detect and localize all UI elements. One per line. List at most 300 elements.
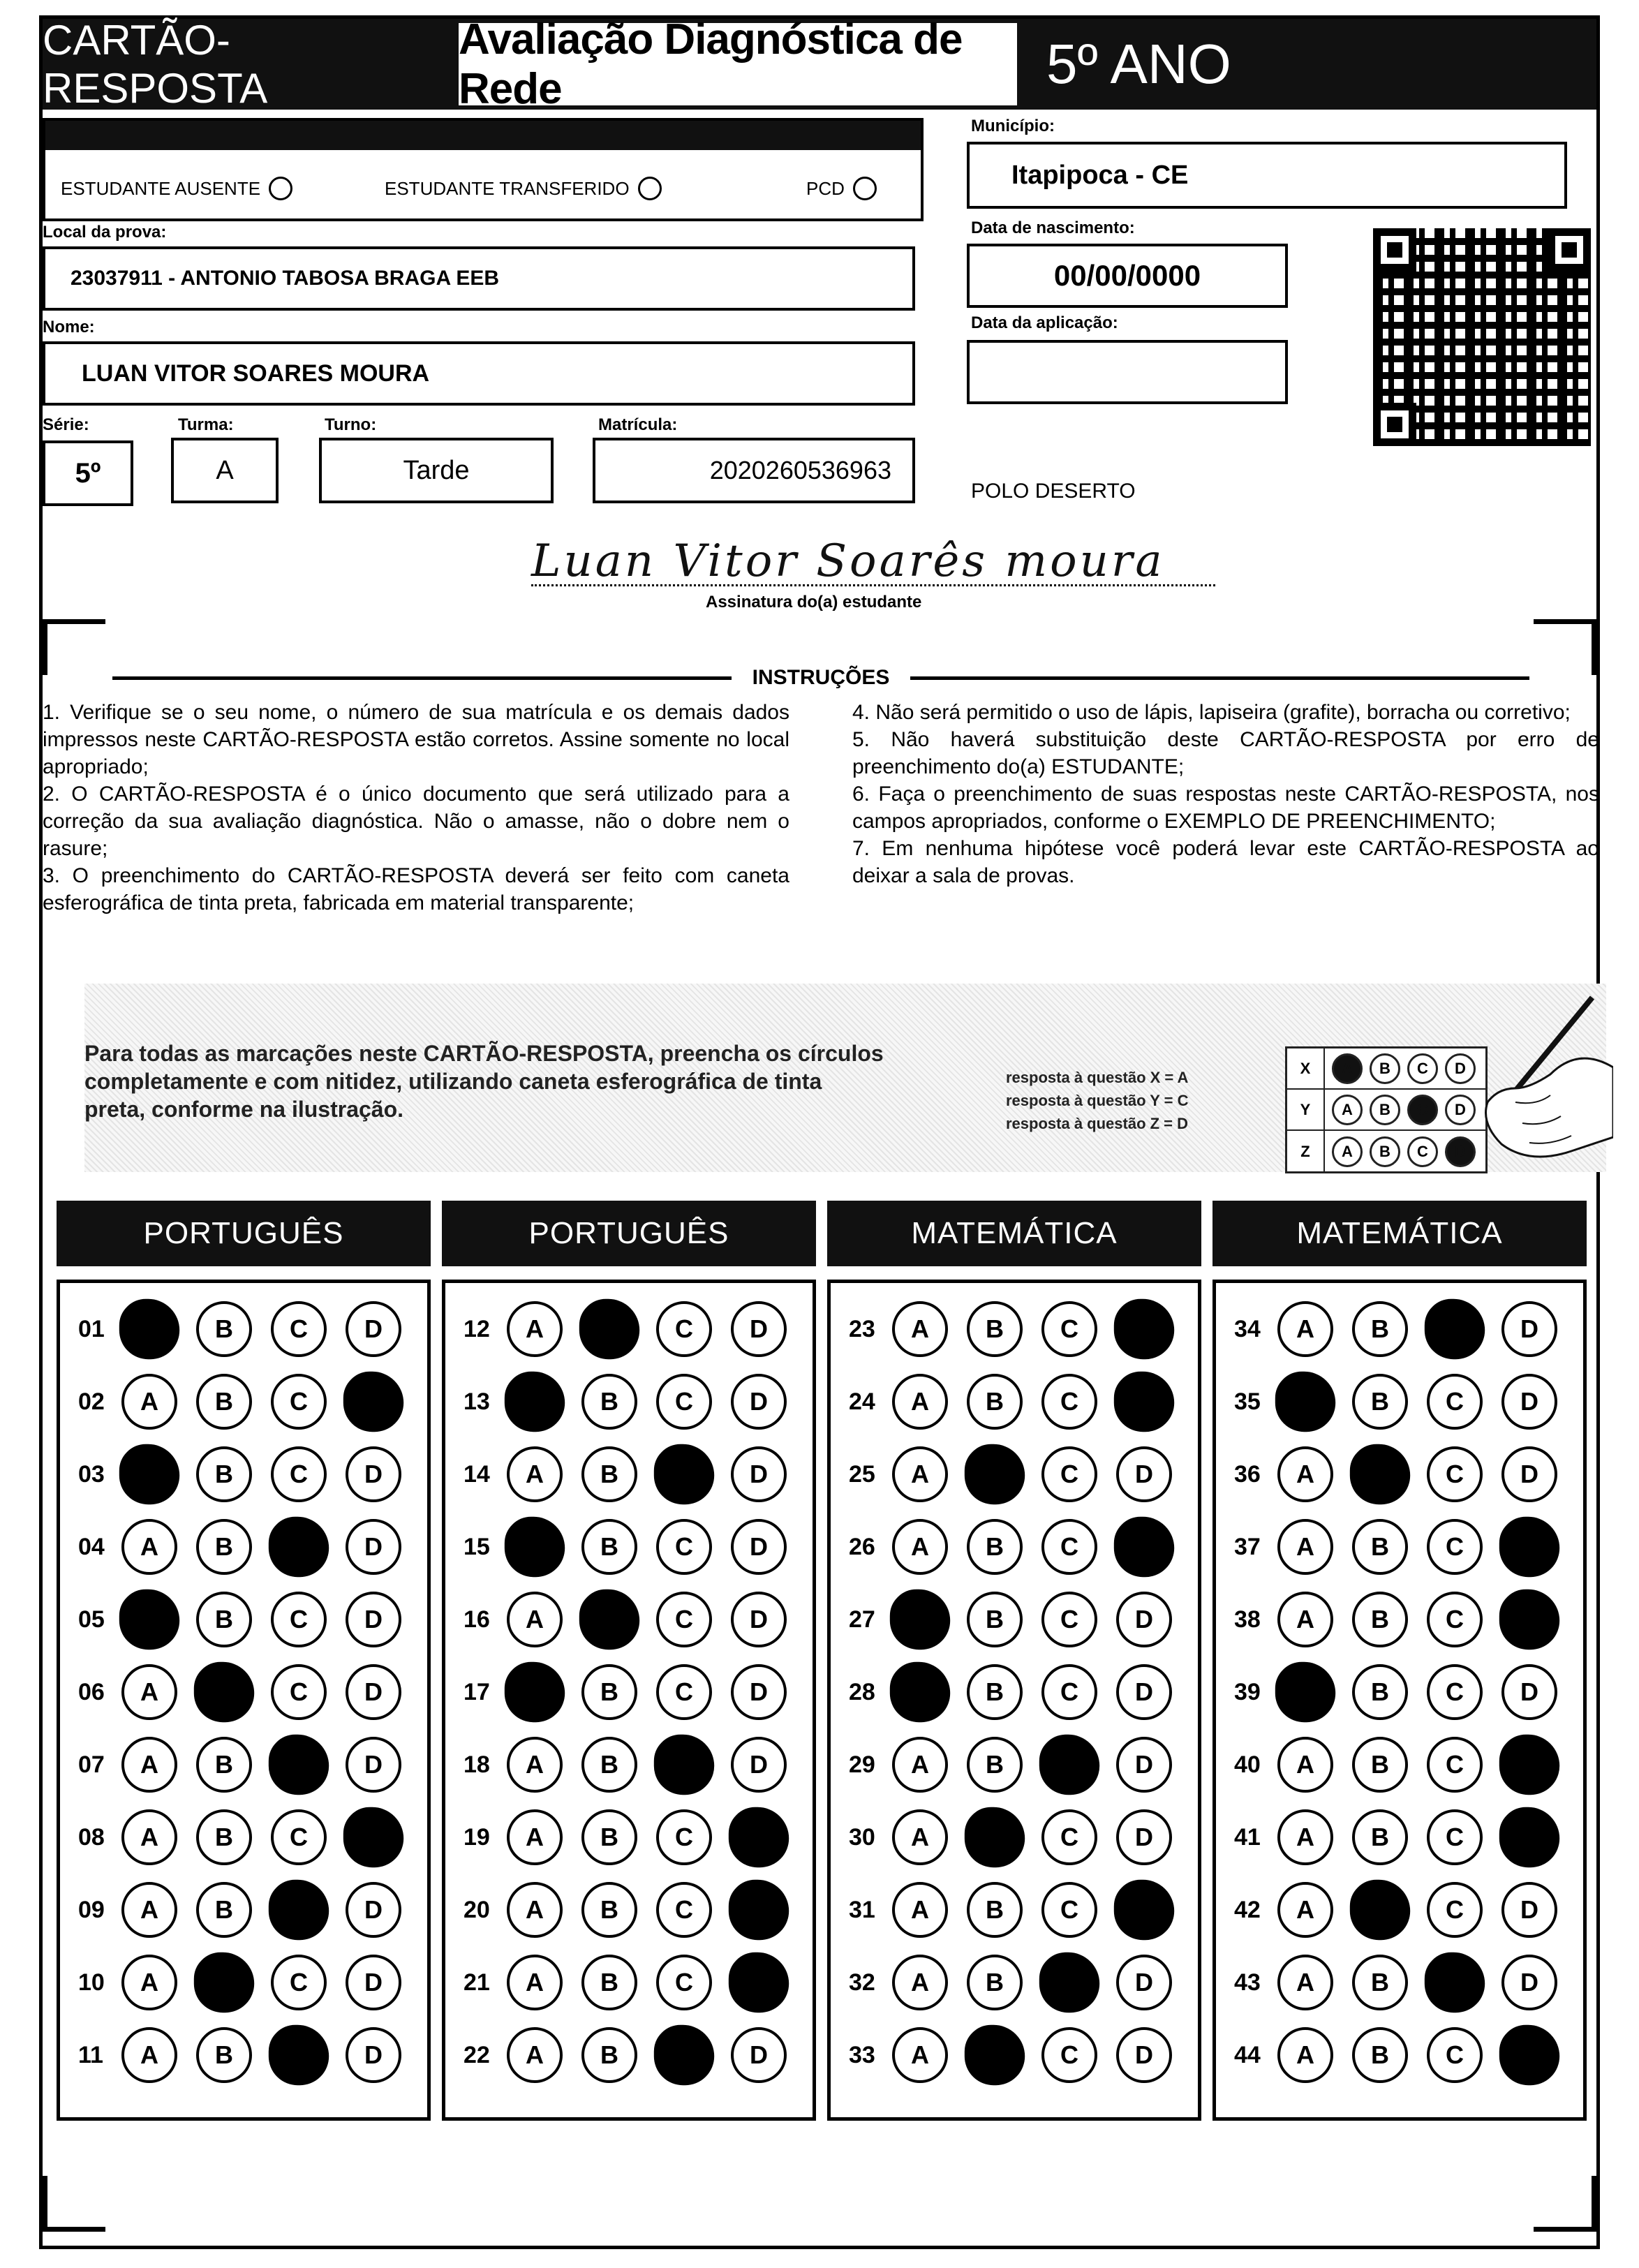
answer-bubble-c[interactable]: C bbox=[271, 1664, 327, 1720]
qr-code bbox=[1373, 228, 1591, 446]
answer-bubble-d[interactable]: D bbox=[346, 1882, 401, 1938]
answer-bubble-b[interactable]: B bbox=[1352, 1374, 1408, 1430]
answer-bubble-a[interactable]: A bbox=[892, 1301, 948, 1357]
answer-bubble-d[interactable]: D bbox=[731, 1446, 787, 1502]
answer-bubble-d[interactable]: D bbox=[1116, 1592, 1172, 1647]
question-row bbox=[445, 1801, 813, 1874]
answer-bubble-d[interactable]: D bbox=[1499, 1589, 1559, 1650]
answer-bubble-a[interactable]: A bbox=[121, 1519, 177, 1575]
municipio-field: Itapipoca - CE bbox=[967, 142, 1567, 209]
answer-bubble-c[interactable]: C bbox=[1041, 2027, 1097, 2083]
question-number: 34 bbox=[1234, 1315, 1261, 1342]
question-number: 24 bbox=[849, 1388, 875, 1415]
answer-bubble-c[interactable]: C bbox=[271, 1374, 327, 1430]
instruction-item: 1. Verifique se o seu nome, o número de sua matrícula e os demais dados impressos neste CARTÃO-RESPOSTA estão corretos. Assine somente no local apropriado; bbox=[43, 701, 789, 778]
question-row bbox=[831, 1656, 1198, 1728]
example-question-label: Y bbox=[1287, 1090, 1325, 1129]
answer-bubble-a[interactable]: A bbox=[892, 1519, 948, 1575]
answer-bubble-c[interactable]: C bbox=[271, 1955, 327, 2010]
question-row bbox=[831, 1511, 1198, 1583]
question-row bbox=[831, 1438, 1198, 1511]
answer-bubble-b[interactable]: B bbox=[965, 2025, 1025, 2085]
answer-bubble-a[interactable]: A bbox=[892, 1446, 948, 1502]
answer-bubble-b[interactable]: B bbox=[967, 1592, 1023, 1647]
answer-bubble-c[interactable]: C bbox=[1041, 1301, 1097, 1357]
answer-bubble-c[interactable]: C bbox=[1041, 1592, 1097, 1647]
answer-bubble-a[interactable]: A bbox=[121, 2027, 177, 2083]
answer-bubble-d[interactable]: D bbox=[343, 1372, 403, 1432]
answer-bubble-d[interactable]: D bbox=[731, 1664, 787, 1720]
turma-label: Turma: bbox=[178, 415, 234, 434]
question-row bbox=[60, 1728, 427, 1801]
answer-bubble-b[interactable]: B bbox=[1352, 1301, 1408, 1357]
answer-bubble-a[interactable]: A bbox=[1277, 2027, 1333, 2083]
answer-bubble-a[interactable]: A bbox=[1277, 1519, 1333, 1575]
answer-bubble-d[interactable]: D bbox=[729, 1880, 789, 1940]
fill-example bbox=[84, 984, 1606, 1172]
question-row bbox=[60, 1511, 427, 1583]
question-number: 06 bbox=[78, 1678, 105, 1705]
answer-bubble-d[interactable]: D bbox=[1116, 1955, 1172, 2010]
answer-bubble-b[interactable]: B bbox=[581, 1374, 637, 1430]
example-bubble: C bbox=[1407, 1136, 1438, 1167]
answer-bubble-b[interactable]: B bbox=[581, 1446, 637, 1502]
answer-bubble-b[interactable]: B bbox=[1352, 1592, 1408, 1647]
question-row bbox=[1216, 1801, 1583, 1874]
answer-bubble-d[interactable]: D bbox=[343, 1807, 403, 1867]
answer-bubble-b[interactable]: B bbox=[1352, 1664, 1408, 1720]
question-number: 05 bbox=[78, 1606, 105, 1633]
question-row bbox=[1216, 1583, 1583, 1656]
answer-bubble-a[interactable]: A bbox=[121, 1882, 177, 1938]
answer-bubble-b[interactable]: B bbox=[1350, 1444, 1410, 1504]
question-row bbox=[831, 1946, 1198, 2019]
question-number: 18 bbox=[463, 1751, 490, 1778]
pcd-circle[interactable] bbox=[853, 177, 877, 200]
subject-header: MATEMÁTICA bbox=[1212, 1201, 1587, 1266]
hand-icon bbox=[1474, 984, 1613, 1172]
answer-bubble-b[interactable]: B bbox=[581, 1882, 637, 1938]
answer-bubble-a[interactable]: A bbox=[1277, 1882, 1333, 1938]
answer-bubble-d[interactable]: D bbox=[731, 1592, 787, 1647]
question-number: 20 bbox=[463, 1896, 490, 1923]
answer-bubble-c[interactable]: C bbox=[1425, 1952, 1485, 2013]
answer-bubble-d[interactable]: D bbox=[1114, 1880, 1174, 1940]
answer-bubble-a[interactable]: A bbox=[892, 1737, 948, 1793]
matricula-label: Matrícula: bbox=[598, 415, 678, 434]
question-number: 15 bbox=[463, 1533, 490, 1560]
example-grid bbox=[1285, 1046, 1488, 1173]
answer-bubble-b[interactable]: B bbox=[967, 1664, 1023, 1720]
answer-bubble-c[interactable]: C bbox=[656, 1301, 712, 1357]
answer-bubble-b[interactable]: B bbox=[581, 2027, 637, 2083]
answer-bubble-c[interactable]: C bbox=[654, 1444, 714, 1504]
question-row bbox=[1216, 1946, 1583, 2019]
answer-bubble-a[interactable]: A bbox=[507, 1809, 563, 1865]
answer-bubble-b[interactable]: B bbox=[1350, 1880, 1410, 1940]
card-label: CARTÃO-RESPOSTA bbox=[43, 19, 454, 110]
answer-bubble-d[interactable]: D bbox=[1499, 1735, 1559, 1795]
question-row bbox=[831, 1583, 1198, 1656]
answer-bubble-c[interactable]: C bbox=[1427, 1446, 1483, 1502]
serie-label: Série: bbox=[43, 415, 89, 434]
question-number: 35 bbox=[1234, 1388, 1261, 1415]
question-row bbox=[1216, 1438, 1583, 1511]
answer-bubble-a[interactable]: A bbox=[507, 1301, 563, 1357]
instructions-right bbox=[852, 699, 1599, 889]
transferred-label: ESTUDANTE TRANSFERIDO bbox=[385, 177, 630, 199]
answer-bubble-a[interactable]: A bbox=[1277, 1446, 1333, 1502]
signature-handwriting: Luan Vitor Soarês moura bbox=[531, 535, 1165, 587]
answer-bubble-d[interactable]: D bbox=[1501, 1301, 1557, 1357]
answer-bubble-b[interactable]: B bbox=[196, 1882, 252, 1938]
question-row bbox=[60, 1365, 427, 1438]
signature-caption: Assinatura do(a) estudante bbox=[706, 593, 922, 612]
transferred-circle[interactable] bbox=[638, 177, 662, 200]
subject-header: PORTUGUÊS bbox=[442, 1201, 816, 1266]
answer-bubble-d[interactable]: D bbox=[346, 1519, 401, 1575]
question-row bbox=[445, 2019, 813, 2091]
answer-bubble-d[interactable]: D bbox=[346, 1301, 401, 1357]
corner-mark bbox=[43, 619, 105, 675]
answer-bubble-d[interactable]: D bbox=[1501, 1955, 1557, 2010]
question-row bbox=[1216, 2019, 1583, 2091]
answer-bubble-d[interactable]: D bbox=[346, 1737, 401, 1793]
answer-bubble-a[interactable]: A bbox=[892, 2027, 948, 2083]
question-row bbox=[445, 1583, 813, 1656]
answer-bubble-a[interactable]: A bbox=[507, 2027, 563, 2083]
answer-bubble-c[interactable]: C bbox=[1039, 1952, 1099, 2013]
answer-bubble-d[interactable]: D bbox=[1499, 1517, 1559, 1577]
answer-column bbox=[57, 1280, 431, 2121]
answer-bubble-c[interactable]: C bbox=[654, 1735, 714, 1795]
answer-bubble-b[interactable]: B bbox=[967, 1301, 1023, 1357]
question-row bbox=[445, 1656, 813, 1728]
answer-bubble-a[interactable]: A bbox=[121, 1374, 177, 1430]
answer-bubble-d[interactable]: D bbox=[346, 1446, 401, 1502]
example-bubble: D bbox=[1445, 1095, 1476, 1125]
transferred-option[interactable] bbox=[385, 177, 662, 200]
answer-bubble-c[interactable]: C bbox=[656, 1592, 712, 1647]
question-number: 09 bbox=[78, 1896, 105, 1923]
status-box bbox=[43, 118, 924, 221]
question-number: 28 bbox=[849, 1678, 875, 1705]
question-number: 01 bbox=[78, 1315, 105, 1342]
answer-bubble-c[interactable]: C bbox=[269, 2025, 329, 2085]
answer-bubble-c[interactable]: C bbox=[656, 1519, 712, 1575]
answer-bubble-c[interactable]: C bbox=[654, 2025, 714, 2085]
answer-bubble-d[interactable]: D bbox=[731, 2027, 787, 2083]
answer-bubble-d[interactable]: D bbox=[1116, 1809, 1172, 1865]
municipio-label: Município: bbox=[971, 117, 1055, 135]
answer-bubble-b[interactable]: B bbox=[1352, 1519, 1408, 1575]
answer-bubble-a[interactable]: A bbox=[505, 1372, 565, 1432]
answer-bubble-a[interactable]: A bbox=[1277, 1301, 1333, 1357]
answer-bubble-c[interactable]: C bbox=[1041, 1882, 1097, 1938]
answer-bubble-d[interactable]: D bbox=[1116, 1446, 1172, 1502]
answer-bubble-a[interactable]: A bbox=[121, 1809, 177, 1865]
example-keys: resposta à questão X = A resposta à questão Y = C resposta à questão Z = D bbox=[1006, 1069, 1189, 1132]
answer-bubble-b[interactable]: B bbox=[581, 1809, 637, 1865]
answer-bubble-b[interactable]: B bbox=[1352, 1955, 1408, 2010]
answer-bubble-b[interactable]: B bbox=[1352, 1737, 1408, 1793]
nome-label: Nome: bbox=[43, 318, 95, 336]
grade-title: 5º ANO bbox=[1021, 19, 1596, 110]
answer-bubble-d[interactable]: D bbox=[1114, 1372, 1174, 1432]
answer-bubble-c[interactable]: C bbox=[1427, 1374, 1483, 1430]
answer-bubble-b[interactable]: B bbox=[1352, 2027, 1408, 2083]
answer-bubble-d[interactable]: D bbox=[346, 2027, 401, 2083]
question-number: 27 bbox=[849, 1606, 875, 1633]
answer-bubble-d[interactable]: D bbox=[731, 1737, 787, 1793]
example-bubble: A bbox=[1332, 1136, 1363, 1167]
answer-sheet bbox=[39, 15, 1600, 2249]
example-bubble: D bbox=[1445, 1053, 1476, 1084]
answer-bubble-c[interactable]: C bbox=[271, 1809, 327, 1865]
answer-bubble-a[interactable]: A bbox=[507, 1737, 563, 1793]
instruction-item: 3. O preenchimento do CARTÃO-RESPOSTA deverá ser feito com caneta esferográfica de tinta preta, fabricada em material transparente; bbox=[43, 864, 789, 914]
answer-bubble-a[interactable]: A bbox=[892, 1955, 948, 2010]
question-row bbox=[445, 1874, 813, 1946]
answer-bubble-d[interactable]: D bbox=[1114, 1299, 1174, 1359]
answer-bubble-d[interactable]: D bbox=[1499, 1807, 1559, 1867]
question-number: 22 bbox=[463, 2041, 490, 2068]
answer-bubble-b[interactable]: B bbox=[581, 1955, 637, 2010]
answer-bubble-b[interactable]: B bbox=[194, 1952, 254, 2013]
answer-bubble-d[interactable]: D bbox=[1501, 1374, 1557, 1430]
answer-bubble-d[interactable]: D bbox=[346, 1664, 401, 1720]
answer-bubble-a[interactable]: A bbox=[1277, 1809, 1333, 1865]
answer-bubble-b[interactable]: B bbox=[965, 1807, 1025, 1867]
answer-bubble-b[interactable]: B bbox=[196, 1737, 252, 1793]
instructions-title bbox=[112, 664, 1529, 692]
answer-bubble-c[interactable]: C bbox=[656, 1374, 712, 1430]
question-row bbox=[60, 1438, 427, 1511]
answer-bubble-a[interactable]: A bbox=[505, 1517, 565, 1577]
answer-bubble-a[interactable]: A bbox=[119, 1444, 179, 1504]
question-number: 19 bbox=[463, 1823, 490, 1851]
answer-bubble-a[interactable]: A bbox=[892, 1374, 948, 1430]
local-field: 23037911 - ANTONIO TABOSA BRAGA EEB bbox=[43, 246, 915, 311]
answer-bubble-b[interactable]: B bbox=[1352, 1809, 1408, 1865]
absent-label: ESTUDANTE AUSENTE bbox=[61, 177, 261, 199]
answer-bubble-c[interactable]: C bbox=[271, 1446, 327, 1502]
question-number: 29 bbox=[849, 1751, 875, 1778]
question-row bbox=[831, 1728, 1198, 1801]
answer-bubble-a[interactable]: A bbox=[892, 1882, 948, 1938]
absent-circle[interactable] bbox=[269, 177, 292, 200]
answer-bubble-b[interactable]: B bbox=[965, 1444, 1025, 1504]
answer-bubble-c[interactable]: C bbox=[1039, 1735, 1099, 1795]
local-label: Local da prova: bbox=[43, 223, 167, 242]
question-row bbox=[831, 2019, 1198, 2091]
example-bubble: D bbox=[1445, 1136, 1476, 1167]
answer-bubble-b[interactable]: B bbox=[581, 1664, 637, 1720]
answer-bubble-d[interactable]: D bbox=[1501, 1446, 1557, 1502]
question-number: 16 bbox=[463, 1606, 490, 1633]
answer-bubble-a[interactable]: A bbox=[505, 1662, 565, 1722]
question-row bbox=[831, 1293, 1198, 1365]
answer-bubble-a[interactable]: A bbox=[892, 1809, 948, 1865]
question-number: 41 bbox=[1234, 1823, 1261, 1851]
answer-bubble-d[interactable]: D bbox=[1114, 1517, 1174, 1577]
answer-bubble-c[interactable]: C bbox=[656, 1955, 712, 2010]
question-number: 21 bbox=[463, 1969, 490, 1996]
instruction-item: 6. Faça o preenchimento de suas respostas neste CARTÃO-RESPOSTA, nos campos apropriados, conforme o EXEMPLO DE PREENCHIMENTO; bbox=[852, 783, 1599, 833]
answer-bubble-b[interactable]: B bbox=[196, 1809, 252, 1865]
answer-bubble-c[interactable]: C bbox=[656, 1664, 712, 1720]
answer-bubble-b[interactable]: B bbox=[967, 1955, 1023, 2010]
answer-bubble-c[interactable]: C bbox=[1427, 1882, 1483, 1938]
question-row bbox=[445, 1511, 813, 1583]
answer-bubble-d[interactable]: D bbox=[1499, 2025, 1559, 2085]
answer-bubble-b[interactable]: B bbox=[196, 2027, 252, 2083]
answer-bubble-c[interactable]: C bbox=[1425, 1299, 1485, 1359]
question-number: 38 bbox=[1234, 1606, 1261, 1633]
answer-bubble-b[interactable]: B bbox=[581, 1519, 637, 1575]
answer-bubble-c[interactable]: C bbox=[1041, 1809, 1097, 1865]
answer-bubble-c[interactable]: C bbox=[271, 1301, 327, 1357]
question-number: 33 bbox=[849, 2041, 875, 2068]
answer-bubble-a[interactable]: A bbox=[1277, 1955, 1333, 2010]
answer-bubble-d[interactable]: D bbox=[731, 1301, 787, 1357]
question-row bbox=[1216, 1874, 1583, 1946]
polo-label: POLO DESERTO bbox=[971, 480, 1136, 503]
answer-bubble-d[interactable]: D bbox=[729, 1807, 789, 1867]
answer-bubble-a[interactable]: A bbox=[119, 1299, 179, 1359]
answer-bubble-b[interactable]: B bbox=[581, 1737, 637, 1793]
answer-bubble-b[interactable]: B bbox=[967, 1737, 1023, 1793]
question-number: 14 bbox=[463, 1460, 490, 1488]
example-bubble: B bbox=[1370, 1136, 1400, 1167]
answer-bubble-a[interactable]: A bbox=[1277, 1592, 1333, 1647]
instructions-left bbox=[43, 699, 789, 917]
example-bubble: A bbox=[1332, 1053, 1363, 1084]
pcd-option[interactable] bbox=[806, 177, 877, 200]
answer-bubble-d[interactable]: D bbox=[1116, 1737, 1172, 1793]
answer-bubble-c[interactable]: C bbox=[1041, 1519, 1097, 1575]
answer-bubble-c[interactable]: C bbox=[1041, 1446, 1097, 1502]
answer-bubble-d[interactable]: D bbox=[1501, 1882, 1557, 1938]
question-row bbox=[60, 1801, 427, 1874]
question-row bbox=[1216, 1511, 1583, 1583]
answer-bubble-d[interactable]: D bbox=[729, 1952, 789, 2013]
answer-bubble-b[interactable]: B bbox=[579, 1589, 639, 1650]
answer-bubble-c[interactable]: C bbox=[1427, 1592, 1483, 1647]
answer-bubble-d[interactable]: D bbox=[731, 1374, 787, 1430]
answer-bubble-b[interactable]: B bbox=[196, 1301, 252, 1357]
answer-bubble-b[interactable]: B bbox=[196, 1519, 252, 1575]
answer-bubble-d[interactable]: D bbox=[1116, 1664, 1172, 1720]
answer-bubble-c[interactable]: C bbox=[1427, 1519, 1483, 1575]
question-number: 39 bbox=[1234, 1678, 1261, 1705]
answer-bubble-a[interactable]: A bbox=[1275, 1662, 1335, 1722]
question-row bbox=[1216, 1365, 1583, 1438]
answer-bubble-c[interactable]: C bbox=[1427, 1737, 1483, 1793]
answer-bubble-c[interactable]: C bbox=[1041, 1664, 1097, 1720]
question-row bbox=[445, 1365, 813, 1438]
answer-bubble-b[interactable]: B bbox=[967, 1519, 1023, 1575]
question-row bbox=[60, 2019, 427, 2091]
answer-bubble-b[interactable]: B bbox=[579, 1299, 639, 1359]
answer-bubble-c[interactable]: C bbox=[1041, 1374, 1097, 1430]
turma-field: A bbox=[171, 438, 279, 503]
answer-bubble-b[interactable]: B bbox=[196, 1446, 252, 1502]
answer-bubble-b[interactable]: B bbox=[967, 1882, 1023, 1938]
instructions-heading: INSTRUÇÕES bbox=[752, 666, 890, 689]
answer-bubble-a[interactable]: A bbox=[507, 1446, 563, 1502]
answer-bubble-a[interactable]: A bbox=[507, 1882, 563, 1938]
corner-mark bbox=[1534, 2176, 1596, 2232]
answer-bubble-d[interactable]: D bbox=[346, 1955, 401, 2010]
answer-bubble-b[interactable]: B bbox=[196, 1592, 252, 1647]
answer-bubble-a[interactable]: A bbox=[1275, 1372, 1335, 1432]
answer-column bbox=[442, 1280, 816, 2121]
example-bubble: C bbox=[1407, 1053, 1438, 1084]
answer-bubble-c[interactable]: C bbox=[269, 1735, 329, 1795]
question-row bbox=[1216, 1656, 1583, 1728]
nascimento-field: 00/00/0000 bbox=[967, 244, 1288, 308]
answer-bubble-c[interactable]: C bbox=[656, 1809, 712, 1865]
answer-bubble-a[interactable]: A bbox=[121, 1955, 177, 2010]
example-bubble: A bbox=[1332, 1095, 1363, 1125]
example-bubble: B bbox=[1370, 1095, 1400, 1125]
answer-bubble-c[interactable]: C bbox=[656, 1882, 712, 1938]
answer-bubble-a[interactable]: A bbox=[890, 1589, 950, 1650]
subject-header: PORTUGUÊS bbox=[57, 1201, 431, 1266]
answer-column bbox=[827, 1280, 1201, 2121]
answer-bubble-c[interactable]: C bbox=[269, 1517, 329, 1577]
answer-bubble-d[interactable]: D bbox=[1116, 2027, 1172, 2083]
answer-bubble-a[interactable]: A bbox=[121, 1737, 177, 1793]
example-text: Para todas as marcações neste CARTÃO-RESPOSTA, preencha os círculos completamente e com nitidez, utilizando caneta esferográfica de tinta preta, conforme na ilustração. bbox=[84, 1041, 884, 1122]
question-row bbox=[60, 1946, 427, 2019]
answer-bubble-b[interactable]: B bbox=[196, 1374, 252, 1430]
question-row bbox=[60, 1874, 427, 1946]
answer-bubble-c[interactable]: C bbox=[1427, 2027, 1483, 2083]
answer-bubble-d[interactable]: D bbox=[346, 1592, 401, 1647]
answer-bubble-a[interactable]: A bbox=[507, 1955, 563, 2010]
answer-bubble-c[interactable]: C bbox=[1427, 1664, 1483, 1720]
question-row bbox=[831, 1801, 1198, 1874]
question-row bbox=[60, 1293, 427, 1365]
answer-bubble-b[interactable]: B bbox=[967, 1374, 1023, 1430]
question-row bbox=[1216, 1728, 1583, 1801]
question-number: 32 bbox=[849, 1969, 875, 1996]
answer-bubble-b[interactable]: B bbox=[194, 1662, 254, 1722]
example-question-label: X bbox=[1287, 1048, 1325, 1088]
question-number: 11 bbox=[78, 2041, 103, 2068]
answer-bubble-d[interactable]: D bbox=[731, 1519, 787, 1575]
answer-bubble-a[interactable]: A bbox=[1277, 1737, 1333, 1793]
question-number: 02 bbox=[78, 1388, 105, 1415]
answer-bubble-a[interactable]: A bbox=[507, 1592, 563, 1647]
answer-bubble-d[interactable]: D bbox=[1501, 1664, 1557, 1720]
question-number: 42 bbox=[1234, 1896, 1261, 1923]
answer-bubble-c[interactable]: C bbox=[271, 1592, 327, 1647]
nascimento-label: Data de nascimento: bbox=[971, 218, 1135, 237]
answer-bubble-a[interactable]: A bbox=[119, 1589, 179, 1650]
signature-area[interactable] bbox=[489, 535, 1215, 591]
answer-bubble-c[interactable]: C bbox=[269, 1880, 329, 1940]
absent-option[interactable] bbox=[61, 177, 292, 200]
question-row bbox=[60, 1583, 427, 1656]
serie-field: 5º bbox=[43, 440, 133, 506]
answer-bubble-a[interactable]: A bbox=[890, 1662, 950, 1722]
example-bubble: C bbox=[1407, 1095, 1438, 1125]
answer-bubble-c[interactable]: C bbox=[1427, 1809, 1483, 1865]
answer-bubble-a[interactable]: A bbox=[121, 1664, 177, 1720]
